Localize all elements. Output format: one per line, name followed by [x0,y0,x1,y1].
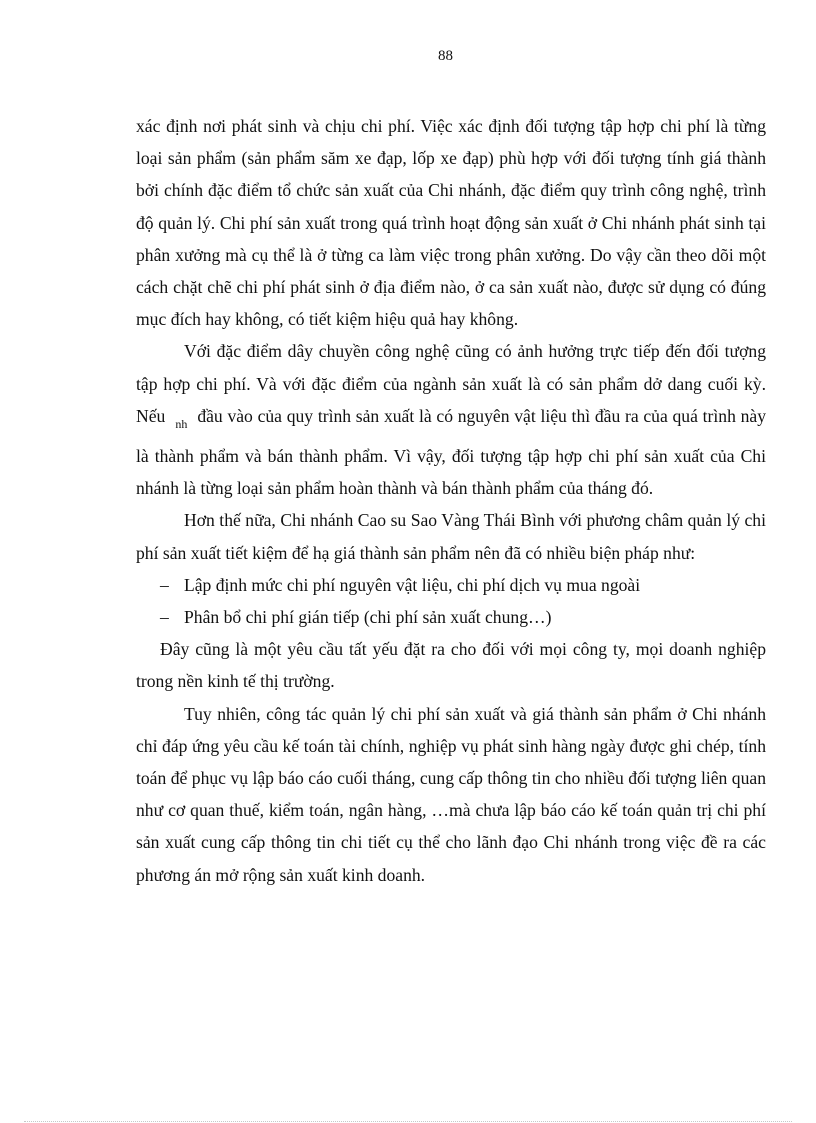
dash-bullet-icon: – [160,574,169,595]
dash-bullet-icon: – [160,607,169,628]
paragraph-4: Đây cũng là một yêu cầu tất yếu đặt ra cho đối với mọi công ty, mọi doanh nghiệp trong nền kinh tế thị trường. [136,639,766,692]
list-item-text: Lập định mức chi phí nguyên vật liệu, chi phí dịch vụ mua ngoài [184,574,641,595]
list-item [136,601,766,633]
list-item [136,569,766,601]
bullet-list [136,569,766,633]
paragraph-2 [136,335,766,504]
paragraph-2-part-a: Với đặc điểm dây chuyền công nghệ cũng có ảnh hưởng trực tiếp đến đối tượng tập hợp chi phí. Và với đặc điểm của ngành sản xuất là có sản phẩm dở dang cuối kỳ. Nếu [136,341,766,426]
list-item-text: Phân bổ chi phí gián tiếp (chi phí sản xuất chung…) [184,607,552,628]
paragraph-5: Tuy nhiên, công tác quản lý chi phí sản xuất và giá thành sản phẩm ở Chi nhánh chỉ đáp ứng yêu cầu kế toán tài chính, nghiệp vụ phát sinh hàng ngày được ghi chép, tính toán để phục vụ lập báo cáo cuối tháng, cung cấp thông tin cho nhiều đối tượng liên quan như cơ quan thuế, kiểm toán, ngân hàng, …mà chưa lập báo cáo kế toán quản trị chi phí sản xuất cung cấp thông tin chi tiết cụ thể cho lãnh đạo Chi nhánh trong việc đề ra các phương án mở rộng sản xuất kinh doanh. [136,703,766,885]
document-body [136,110,766,891]
paragraph-3: Hơn thế nữa, Chi nhánh Cao su Sao Vàng Thái Bình với phương châm quản lý chi phí sản xuất tiết kiệm để hạ giá thành sản phẩm nên đã có nhiều biện pháp như: [136,510,766,563]
paragraph-1: xác định nơi phát sinh và chịu chi phí. Việc xác định đối tượng tập hợp chi phí là từng loại sản phẩm (sản phẩm săm xe đạp, lốp xe đạp) phù hợp với đối tượng tính giá thành bởi chính đặc điểm tổ chức sản xuất của Chi nhánh, đặc điểm quy trình công nghệ, trình độ quản lý. Chi phí sản xuất trong quá trình hoạt động sản xuất ở Chi nhánh phát sinh tại phân xưởng mà cụ thể là ở từng ca làm việc trong phân xưởng. Do vậy cần theo dõi một cách chặt chẽ chi phí phát sinh ở địa điểm nào, ở ca sản xuất nào, được sử dụng có đúng mục đích hay không, có tiết kiệm hiệu quả hay không. [136,116,766,330]
paragraph-2-subscript: nh [175,416,188,431]
page-bottom-divider [24,1121,792,1122]
paragraph-2-part-b: đầu vào của quy trình sản xuất là có nguyên vật liệu thì đầu ra của quá trình này là thành phẩm và bán thành phẩm. Vì vậy, đối tượng tập hợp chi phí sản xuất của Chi nhánh là từng loại sản phẩm hoàn thành và bán thành phẩm của tháng đó. [136,405,766,499]
page-number: 88 [438,48,453,64]
